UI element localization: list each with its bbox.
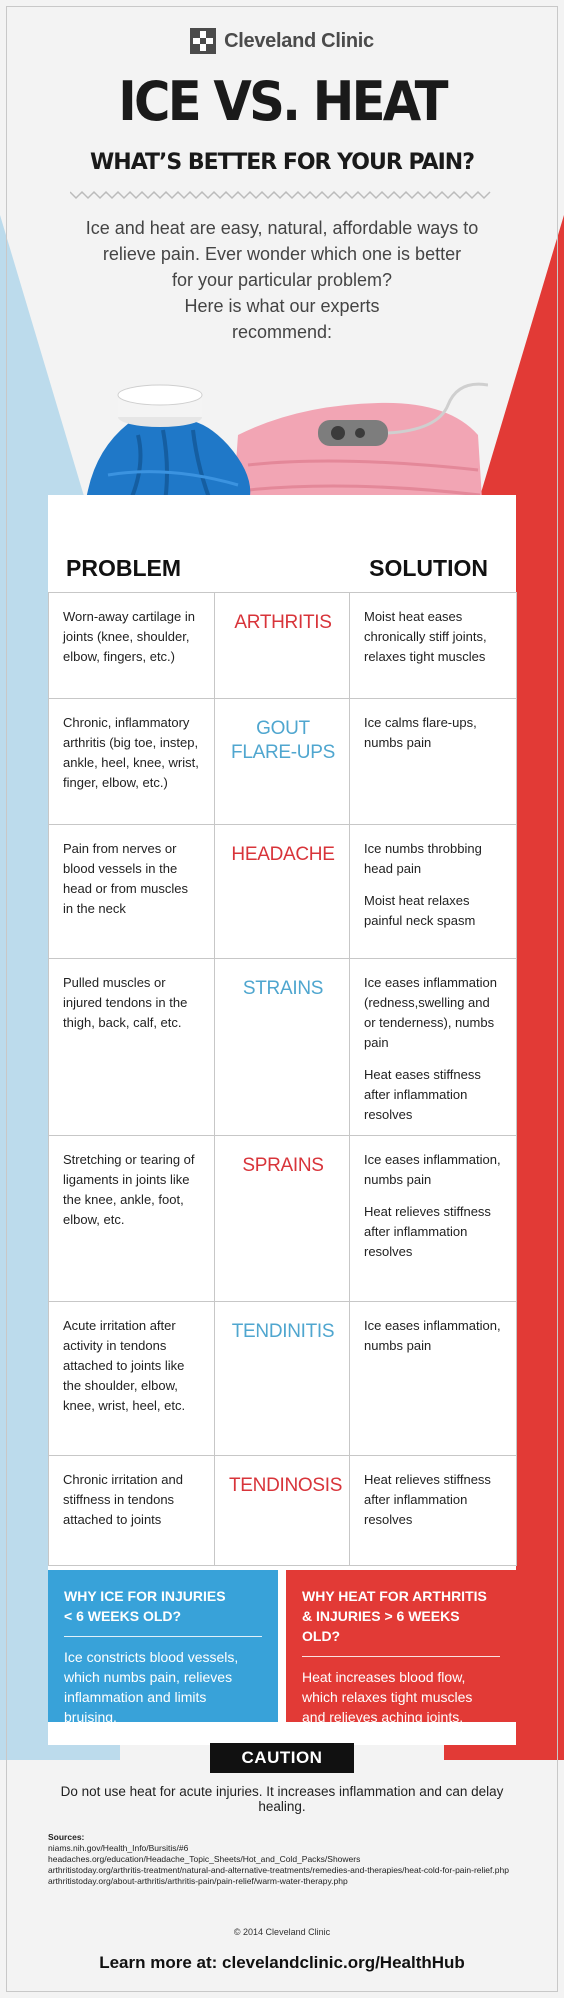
solution-cell xyxy=(350,959,517,1136)
caution-badge: CAUTION xyxy=(210,1743,354,1773)
problem-cell xyxy=(49,959,215,1136)
source-link[interactable]: arthritistoday.org/arthritis-treatment/natural-and-alternative-treatments/remedies-and-therapies/heat-cold-for-pain-relief.php xyxy=(48,1865,509,1875)
problem-line: attached to joints like xyxy=(63,1358,185,1373)
problem-cell xyxy=(49,1456,215,1566)
ice-info-text-line: inflammation and limits bruising. xyxy=(64,1689,207,1725)
problem-header: PROBLEM xyxy=(66,555,181,581)
table-row xyxy=(49,959,517,1136)
condition-name: TENDINOSIS xyxy=(229,1475,343,1496)
sources-label: Sources: xyxy=(48,1832,85,1842)
intro-line: Here is what our experts xyxy=(184,296,380,316)
sources-list xyxy=(48,1832,528,1887)
heat-info-text-line: Heat increases blood flow, xyxy=(302,1669,466,1685)
problem-line: finger, elbow, etc.) xyxy=(63,775,168,790)
table-row xyxy=(49,1456,517,1566)
problem-line: Stretching or tearing of xyxy=(63,1152,195,1167)
problem-line: activity in tendons xyxy=(63,1338,167,1353)
problem-line: stiffness in tendons xyxy=(63,1492,175,1507)
problem-line: Chronic irritation and xyxy=(63,1472,183,1487)
problem-line: injured tendons in the xyxy=(63,995,188,1010)
ice-info-text-line: which numbs pain, relieves xyxy=(64,1669,233,1685)
solution-text: Ice eases inflammation, numbs pain xyxy=(364,1152,501,1187)
solution-text: Ice numbs throbbing head pain xyxy=(364,841,482,876)
solution-cell xyxy=(350,1136,517,1302)
problem-line: ligaments in joints like xyxy=(63,1172,190,1187)
solution-text: Heat eases stiffness after inflammation resolves xyxy=(364,1067,481,1122)
caution-text: Do not use heat for acute injuries. It increases inflammation and can delay healing. xyxy=(60,1784,504,1814)
intro-line: relieve pain. Ever wonder which one is better xyxy=(102,244,462,264)
condition-cell xyxy=(215,1456,350,1566)
health-hub-link[interactable]: clevelandclinic.org/HealthHub xyxy=(222,1953,465,1972)
solution-cell xyxy=(350,1456,517,1566)
heat-info-divider xyxy=(302,1656,500,1657)
problem-cell xyxy=(49,1136,215,1302)
problem-line: attached to joints xyxy=(63,1512,162,1527)
solution-cell xyxy=(350,825,517,959)
condition-name: STRAINS xyxy=(242,978,324,999)
problem-line: elbow, etc. xyxy=(63,1212,125,1227)
condition-cell xyxy=(215,1302,350,1456)
problem-line: Pulled muscles or xyxy=(63,975,166,990)
solution-text: Moist heat relaxes painful neck spasm xyxy=(364,893,476,928)
intro-text xyxy=(70,215,494,345)
intro-line: Ice and heat are easy, natural, affordable ways to xyxy=(85,218,479,238)
problem-cell xyxy=(49,1302,215,1456)
source-link[interactable]: headaches.org/education/Headache_Topic_Sheets/Hot_and_Cold_Packs/Showers xyxy=(48,1854,361,1864)
ice-info-box xyxy=(48,1570,278,1725)
problem-line: head or from muscles xyxy=(63,881,188,896)
copyright-text: © 2014 Cleveland Clinic xyxy=(233,1927,331,1937)
heat-info-title-line: & INJURIES > 6 WEEKS OLD? xyxy=(302,1608,460,1644)
heat-info-text-line: which relaxes tight muscles xyxy=(302,1689,473,1705)
problem-line: joints (knee, shoulder, xyxy=(63,629,190,644)
ice-info-title-line: WHY ICE FOR INJURIES xyxy=(64,1588,226,1604)
brand-name: Cleveland Clinic xyxy=(224,29,374,52)
problem-cell xyxy=(49,593,215,699)
condition-name: FLARE-UPS xyxy=(231,742,335,763)
problem-line: Chronic, inflammatory xyxy=(63,715,190,730)
solution-text: Heat relieves stiffness after inflammation resolves xyxy=(364,1472,491,1527)
ice-info-text-line: Ice constricts blood vessels, xyxy=(64,1649,239,1665)
problem-line: in the neck xyxy=(63,901,126,916)
problem-cell xyxy=(49,825,215,959)
intro-line: for your particular problem? xyxy=(171,270,393,290)
cleveland-clinic-logo-icon xyxy=(190,28,216,54)
problem-line: ankle, heel, knee, wrist, xyxy=(63,755,199,770)
solution-text: Ice calms flare-ups, numbs pain xyxy=(364,715,477,750)
problem-line: Worn-away cartilage in xyxy=(63,609,195,624)
condition-name: GOUT xyxy=(256,718,310,739)
heat-info-title xyxy=(302,1586,500,1646)
condition-cell xyxy=(215,699,350,825)
conditions-table xyxy=(48,592,517,1566)
learn-more xyxy=(0,1953,564,1973)
heat-info-text xyxy=(302,1667,500,1727)
condition-name: SPRAINS xyxy=(242,1155,324,1176)
source-link[interactable]: niams.nih.gov/Health_Info/Bursitis/#6 xyxy=(48,1843,189,1853)
table-row xyxy=(49,593,517,699)
solution-text: Moist heat eases chronically stiff joints, relaxes tight muscles xyxy=(364,609,487,664)
condition-cell xyxy=(215,959,350,1136)
solution-cell xyxy=(350,593,517,699)
solution-cell xyxy=(350,1302,517,1456)
problem-cell xyxy=(49,699,215,825)
condition-name: HEADACHE xyxy=(231,844,335,865)
ice-info-title xyxy=(64,1586,262,1626)
condition-name: ARTHRITIS xyxy=(234,612,332,633)
heat-info-box xyxy=(286,1570,516,1725)
problem-line: Acute irritation after xyxy=(63,1318,176,1333)
source-link[interactable]: arthritistoday.org/about-arthritis/arthritis-pain/pain-relief/warm-water-therapy.php xyxy=(48,1876,348,1886)
ice-heat-table-card xyxy=(48,495,516,1814)
heat-info-title-line: WHY HEAT FOR ARTHRITIS xyxy=(302,1588,487,1604)
problem-line: arthritis (big toe, instep, xyxy=(63,735,199,750)
condition-name: TENDINITIS xyxy=(231,1321,335,1342)
brand-logo[interactable] xyxy=(0,28,564,54)
page-subtitle: WHAT’S BETTER FOR YOUR PAIN? xyxy=(90,150,474,175)
ice-info-divider xyxy=(64,1636,262,1637)
solution-cell xyxy=(350,699,517,825)
solution-header: SOLUTION xyxy=(369,555,488,581)
table-row xyxy=(49,1302,517,1456)
table-header xyxy=(48,555,516,585)
table-row xyxy=(49,699,517,825)
table-row xyxy=(49,1136,517,1302)
condition-cell xyxy=(215,1136,350,1302)
problem-line: Pain from nerves or xyxy=(63,841,177,856)
page-title: ICE VS. HEAT xyxy=(118,70,446,133)
ice-info-text xyxy=(64,1647,262,1727)
solution-text: Ice eases inflammation (redness,swelling and or tenderness), numbs pain xyxy=(364,975,497,1050)
problem-line: elbow, fingers, etc.) xyxy=(63,649,175,664)
solution-text: Ice eases inflammation, numbs pain xyxy=(364,1318,501,1353)
table-row xyxy=(49,825,517,959)
learn-more-prefix: Learn more at: xyxy=(99,1953,218,1972)
condition-cell xyxy=(215,825,350,959)
zigzag-divider xyxy=(70,190,494,200)
intro-line: recommend: xyxy=(231,322,333,342)
solution-text: Heat relieves stiffness after inflammation resolves xyxy=(364,1204,491,1259)
heat-info-text-line: and relieves aching joints. xyxy=(302,1709,464,1725)
problem-line: thigh, back, calf, etc. xyxy=(63,1015,182,1030)
problem-line: knee, wrist, heel, etc. xyxy=(63,1398,186,1413)
condition-cell xyxy=(215,593,350,699)
problem-line: the knee, ankle, foot, xyxy=(63,1192,184,1207)
problem-line: the shoulder, elbow, xyxy=(63,1378,178,1393)
problem-line: blood vessels in the xyxy=(63,861,178,876)
ice-info-title-line: < 6 WEEKS OLD? xyxy=(64,1608,182,1624)
